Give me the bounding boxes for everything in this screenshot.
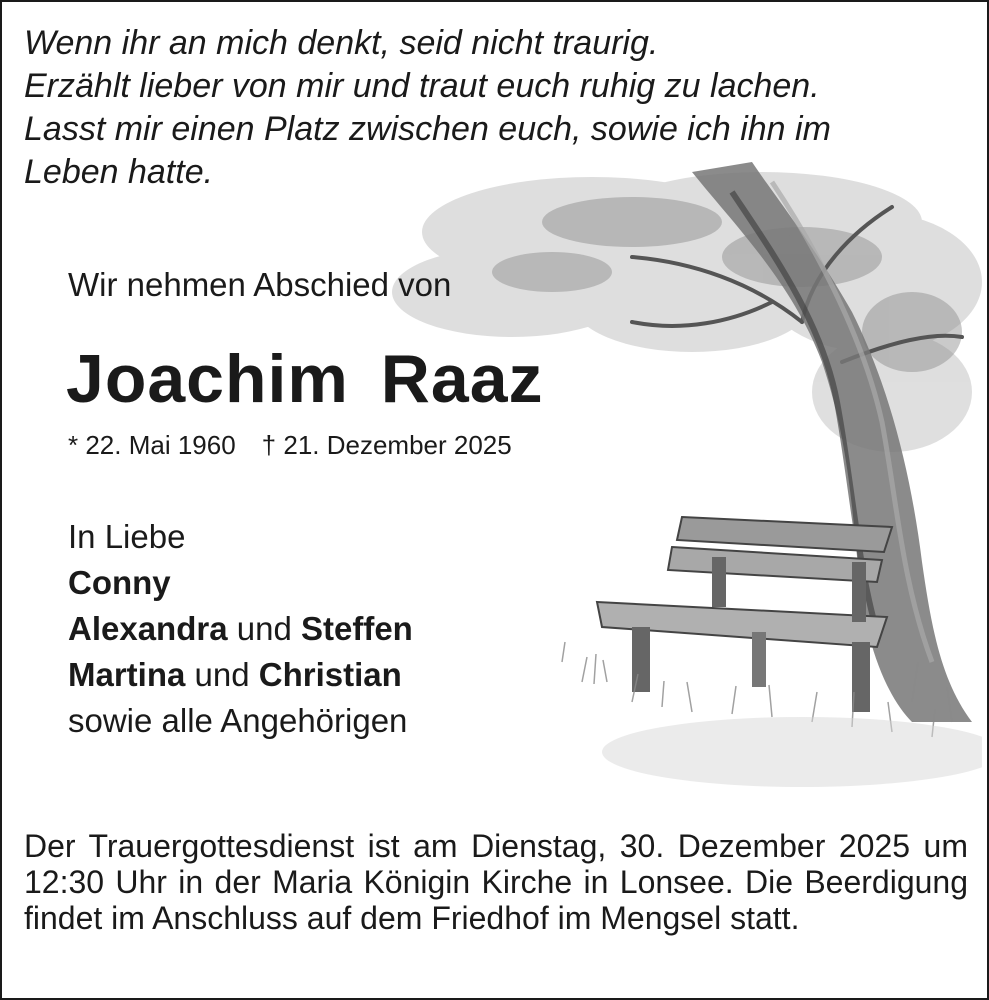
mourner-joiner: und — [194, 656, 250, 693]
poem-line: Wenn ihr an mich denkt, seid nicht traurig. — [24, 24, 659, 62]
mourners-heading: In Liebe — [68, 518, 186, 555]
memorial-poem — [24, 22, 964, 194]
poem-line: Leben hatte. — [24, 153, 214, 191]
poem-line: Erzählt lieber von mir und traut euch ruhig zu lachen. — [24, 67, 820, 105]
mourner-name: Conny — [68, 564, 171, 601]
bench — [597, 517, 892, 712]
poem-line: Lasst mir einen Platz zwischen euch, sowie ich ihn im — [24, 110, 831, 148]
mourner-line — [68, 560, 413, 606]
life-dates — [68, 430, 512, 461]
mourner-name: Christian — [258, 656, 402, 693]
deceased-name: Joachim Raaz — [66, 341, 544, 417]
birth-date: * 22. Mai 1960 — [68, 430, 236, 460]
tree-bench-illustration — [332, 162, 982, 802]
service-details: Der Trauergottesdienst ist am Dienstag, 30. Dezember 2025 um 12:30 Uhr in der Maria Königin Kirche in Lonsee. Die Beerdigung findet im Anschluss auf dem Friedhof im Mengsel statt. — [24, 828, 968, 936]
mourner-name: Martina — [68, 656, 186, 693]
mourner-line — [68, 652, 413, 698]
mourners-closing: sowie alle Angehörigen — [68, 702, 408, 739]
death-date: † 21. Dezember 2025 — [261, 430, 512, 460]
mourner-joiner: und — [236, 610, 292, 647]
mourners-list — [68, 514, 413, 744]
mourner-line — [68, 606, 413, 652]
farewell-intro: Wir nehmen Abschied von — [68, 266, 452, 303]
mourner-name: Alexandra — [68, 610, 228, 647]
mourner-name: Steffen — [300, 610, 413, 647]
